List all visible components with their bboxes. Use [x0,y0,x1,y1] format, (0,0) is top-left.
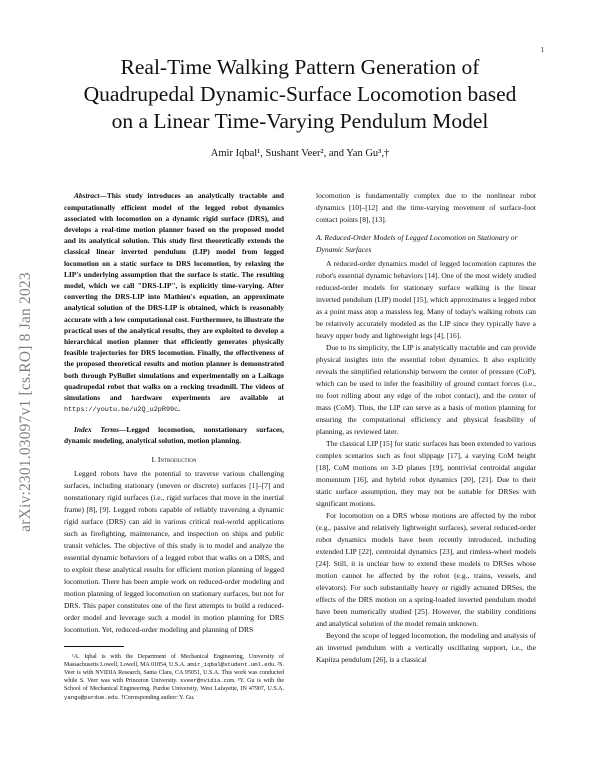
abstract [64,190,284,416]
left-column [64,183,284,708]
footnote-3b: . †Corresponding author: Y. Gu. [117,694,195,701]
footnote-rule [64,646,124,647]
right-paragraph-0: locomotion is fundamentally complex due to the nonlinear robot dynamics [10]–[12] and the time-varying movement of surface-foot contact points [8], [13]. [316,191,536,224]
right-paragraph-2: Due to its simplicity, the LIP is analytically tractable and can provide physical insights into the essential robot dynamics. It also explicitly reveals the simplified relationship between the center of pressure (CoP), which can be used to infer the feasibility of ground contact forces (i.e., no foot rolling about any edge of the robot contact), and the center of mass (CoM). Thus, the LIP can serve as a basis of motion planning for ensuring the computational efficiency and physical feasibility of planning, as reviewed later. [316,343,536,436]
affiliation-footnote [64,653,284,702]
index-terms-label: Index Terms [74,424,120,434]
title-line-2: Quadrupedal Dynamic-Surface Locomotion based [83,82,517,106]
abstract-url[interactable]: https://youtu.be/u2Q_u2pR99c [64,406,179,415]
footnote-email-2[interactable]: sveer@nvidia.com [180,677,234,685]
index-terms [64,424,284,446]
page-number: 1 [540,46,544,54]
author-list: Amir Iqbal¹, Sushant Veer², and Yan Gu³,† [210,148,390,159]
intro-paragraph-1: Legged robots have the potential to traverse various challenging surfaces, including stationary (uneven or discrete) surfaces [1]–[7] and nonstationary rigid surfaces (i.e., rigid surfaces that move in the inertial frame) [8], [9]. Legged robots capable of reliably traversing a dynamic rigid surface (DRS) can aid in various critical real-world applications such as firefighting, maintenance, and inspection on ships and public transit vehicles. The objective of this study is to model and analyze the essential dynamic behaviors of a legged robot that walks on a DRS, and to exploit these analytical results for efficient motion planning of legged locomotion. There has been ample work on reduced-order modeling and motion planning of legged locomotion on stationary surfaces, but not for DRS. This paper constitutes one of the first attempts to build a reduced-order model and leverage such a model in motion planning for DRS locomotion. Yet, reduced-order modeling and planning of DRS [64,468,284,634]
right-column [316,190,536,666]
footnote-email-1[interactable]: amir_iqbal@student.uml.edu [187,660,275,668]
right-paragraph-4: For locomotion on a DRS whose motions are affected by the robot (e.g., passive and relatively lightweight surfaces), several reduced-order robot dynamics models have been recently introduced, including extended LIP [22], centroidal dynamics [23], and rimless-wheel models [24]. Still, it is unclear how to extend these models to DRSes whose motion cannot be affected by the robot (e.g., trains, vessels, and elevators). For such substantially heavy or rigidly actuated DRSes, the effects of the DRS motion on a spring-loaded inverted pendulum model have been numerically studied [25]. However, the stability conditions and analytical solution of the model remain unknown. [316,511,536,628]
arxiv-stamp [8,212,44,592]
footnote-2b: . ³Y. Gu is with the School of Mechanical Engineering, Purdue University, West Lafayette, IN 47907, U.S.A. [64,678,284,693]
abstract-label: Abstract [74,191,100,201]
title-line-3: on a Linear Time-Varying Pendulum Model [111,109,489,133]
abstract-end: . [178,404,181,414]
subsection-heading-a: A. Reduced-Order Models of Legged Locomotion on Stationary or Dynamic Surfaces [316,233,518,254]
abstract-text: —This study introduces an analytically tractable and computationally efficient model of the legged robot dynamics associated with locomotion on a dynamic rigid surface (DRS), and develops a real-time motion planner based on the proposed model and its analytical solution. This study first theoretically extends the classical linear inverted pendulum (LIP) model from legged locomotion on a static surface to DRS locomotion, by relaxing the LIP's underlying assumption that the surface is static. The resulting model, which we call "DRS-LIP", is explicitly time-varying. After converting the DRS-LIP into Mathieu's equation, an approximate analytical solution of the DRS-LIP is obtained, which is reasonably accurate with a low computational cost. Furthermore, to illustrate the practical uses of the analytical results, they are exploited to develop a hierarchical motion planner that efficiently generates physically feasible trajectories for DRS locomotion. Finally, the effectiveness of the proposed theoretical results and motion planner is demonstrated both through PyBullet simulations and experimentally on a Laikago quadrupedal robot that walks on a rocking treadmill. The videos of simulations and hardware experiments are available at [64,191,284,403]
right-paragraph-5: Beyond the scope of legged locomotion, the modeling and analysis of an inverted pendulum with a vertically oscillating support, i.e., the Kapitza pendulum [26], is a classical [316,631,536,664]
right-paragraph-3: The classical LIP [15] for static surfaces has been extended to various complex scenarios such as foot slippage [17], a varying CoM height [18], CoM motions on 3-D planes [19], nontrivial centroidal angular momentum [16], and hybrid robot dynamics [20], [21]. Due to their static surface assumption, they may not be suitable for DRSes with significant motions. [316,439,536,508]
section-heading-introduction: I. Introduction [151,454,197,464]
arxiv-stamp-text: arXiv:2301.03097v1 [cs.RO] 8 Jan 2023 [17,272,34,532]
index-terms-text: —Legged locomotion, nonstationary surfaces, dynamic modeling, analytical solution, motion planning. [64,424,284,446]
footnote-email-3[interactable]: yangu@purdue.edu [64,693,118,701]
title-line-1: Real-Time Walking Pattern Generation of [120,55,480,79]
paper-title [72,54,528,135]
footnote-1a: ¹A. Iqbal is with the Department of Mechanical Engineering, University of Massachusetts Lowell, Lowell, MA 01854, U.S.A. [64,653,284,668]
footnote-1b: . ²S. Veer is with NVIDIA Research, Santa Clara, CA 95051, U.S.A. This work was conducted while S. Veer was with Princeton University. [64,661,284,685]
right-paragraph-1: A reduced-order dynamics model of legged locomotion captures the robot's essential dynamic behaviors [14]. One of the most widely studied reduced-order models for stationary surface walking is the linear inverted pendulum (LIP) model [15], which approximates a legged robot as a point mass atop a massless leg. Many of today's walking robots can be relatively accurately modeled as the LIP since they typically have a heavy upper body and lightweight legs [4], [16]. [316,259,536,340]
